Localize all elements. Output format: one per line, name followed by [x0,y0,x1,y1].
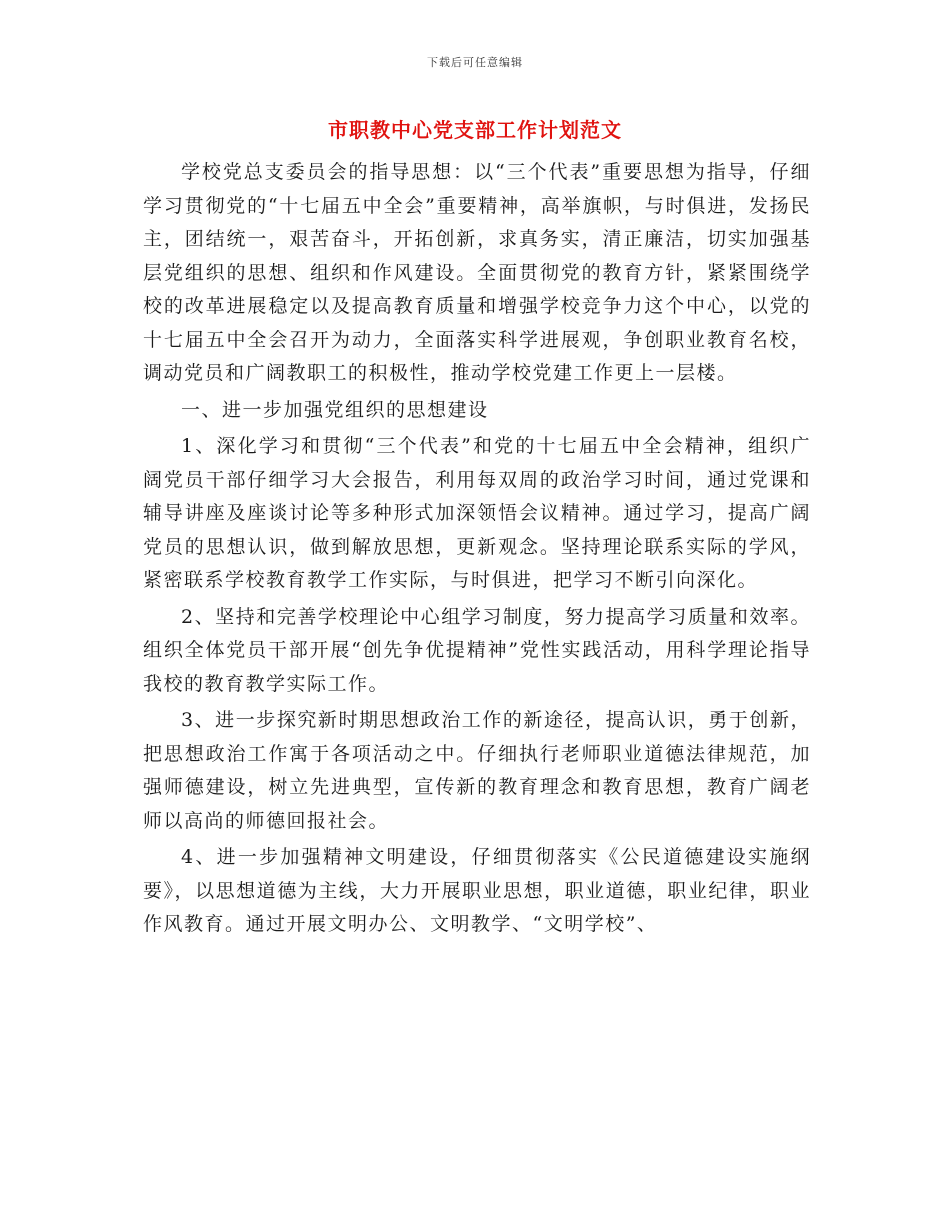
paragraph-item-3: 3、进一步探究新时期思想政治工作的新途径，提高认识，勇于创新，把思想政治工作寓于各项活动之中。仔细执行老师职业道德法律规范，加强师德建设，树立先进典型，宣传新的教育理念和教育思想，教育广阔老师以高尚的师德回报社会。 [143,709,811,832]
section-heading-1: 一、进一步加强党组织的思想建设 [181,398,489,421]
document-title: 市职教中心党支部工作计划范文 [328,118,622,142]
paragraph-guiding-ideology: 学校党总支委员会的指导思想：以“三个代表”重要思想为指导，仔细学习贯彻党的“十七届五中全会”重要精神，高举旗帜，与时俱进，发扬民主，团结统一，艰苦奋斗，开拓创新，求真务实，清正廉洁，切实加强基层党组织的思想、组织和作风建设。全面贯彻党的教育方针，紧紧围绕学校的改革进展稳定以及提高教育质量和增强学校竞争力这个中心，以党的十七届五中全会召开为动力，全面落实科学进展观，争创职业教育名校，调动党员和广阔教职工的积极性，推动学校党建工作更上一层楼。 [143,161,811,384]
paragraph-item-1: 1、深化学习和贯彻“三个代表”和党的十七届五中全会精神，组织广阔党员干部仔细学习大会报告，利用每双周的政治学习时间，通过党课和辅导讲座及座谈讨论等多种形式加深领悟会议精神。通过学习，提高广阔党员的思想认识，做到解放思想，更新观念。坚持理论联系实际的学风，紧密联系学校教育教学工作实际，与时俱进，把学习不断引向深化。 [143,435,811,591]
paragraph-item-2: 2、坚持和完善学校理论中心组学习制度，努力提高学习质量和效率。组织全体党员干部开展“创先争优提精神”党性实践活动，用科学理论指导我校的教育教学实际工作。 [143,605,811,695]
document-body [143,156,811,945]
paragraph-item-4: 4、进一步加强精神文明建设，仔细贯彻落实《公民道德建设实施纲要》，以思想道德为主线，大力开展职业思想，职业道德，职业纪律，职业作风教育。通过开展文明办公、文明教学、“文明学校”、 [143,846,811,935]
header-note: 下载后可任意编辑 [427,56,523,69]
